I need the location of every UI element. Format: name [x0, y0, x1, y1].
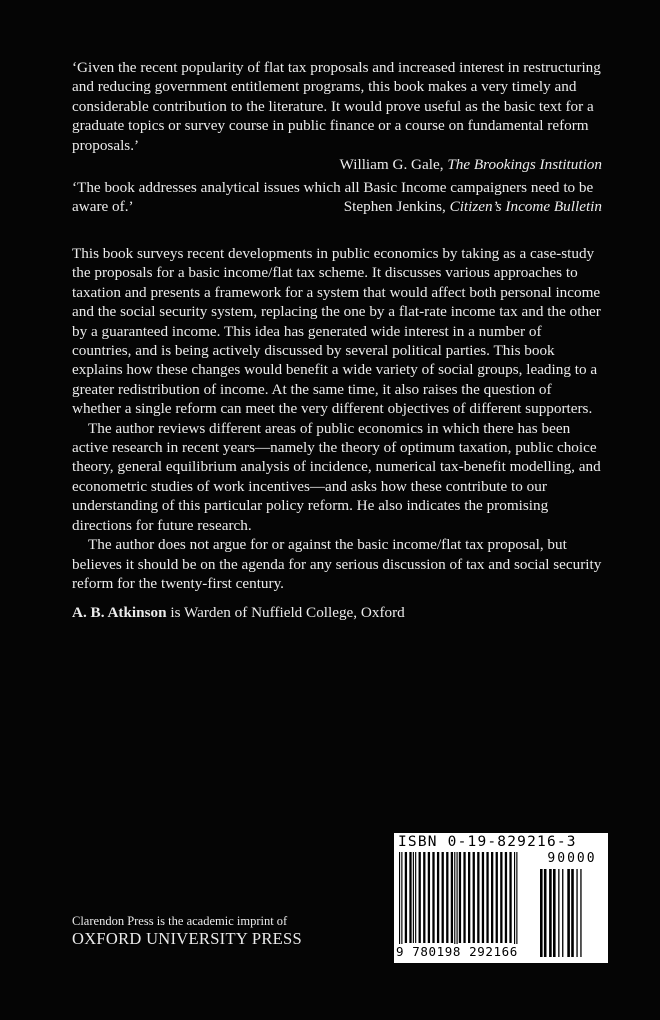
- barcode-bar: [442, 852, 444, 943]
- barcode-bar: [399, 852, 400, 952]
- barcode-bar: [432, 852, 434, 943]
- barcode-bar: [486, 852, 488, 943]
- barcode-bar: [419, 852, 421, 943]
- addon-bar: [567, 869, 570, 957]
- author-name: A. B. Atkinson: [72, 604, 167, 621]
- barcode-bar: [516, 852, 517, 952]
- author-role: is Warden of Nuffield College, Oxford: [166, 604, 405, 621]
- addon-number: 90000: [547, 851, 597, 866]
- barcode-bar: [401, 852, 402, 952]
- book-description: [72, 244, 602, 593]
- isbn-barcode: [394, 833, 608, 963]
- addon-bar: [562, 869, 563, 957]
- quote-text: ‘Given the recent popularity of flat tax proposals and increased interest in restructuring and reducing government entitlement programs, this book makes a very timely and considerable contribution to the literature. It would prove useful as the basic text for a graduate topics or survey course in public finance or a course on fundamental reform proposals.’: [72, 59, 601, 154]
- description-paragraph: The author reviews different areas of public economics in which there has been active research in recent years—namely the theory of optimum taxation, public choice theory, general equilibrium analysis of incidence, numerical tax-benefit modelling, and econometric studies of work incentives—and asks how these contribute to our understanding of this particular policy reform. He also indicates the promising directions for future research.: [72, 419, 601, 534]
- barcode-bar: [405, 852, 407, 943]
- quote-attribution: [72, 155, 602, 174]
- isbn-number: ISBN 0-19-829216-3: [398, 834, 577, 850]
- quote-source: The Brookings Institution: [447, 156, 602, 174]
- barcode-bar: [514, 852, 515, 952]
- barcode-bar: [423, 852, 425, 943]
- barcode-bar: [415, 852, 416, 943]
- addon-bar: [558, 869, 559, 957]
- addon-bar: [580, 869, 581, 957]
- ean-number: 9 780198 292166: [396, 944, 536, 959]
- barcode-bar: [454, 852, 455, 952]
- description-paragraph: The author does not argue for or against the basic income/flat tax proposal, but believes it should be on the agenda for any serious discussion of tax and social security reform for the twenty-first century.: [72, 536, 602, 592]
- barcode-bar: [468, 852, 470, 943]
- quote-jenkins: [72, 178, 602, 217]
- addon-bar: [544, 869, 547, 957]
- barcode-bar: [473, 852, 475, 943]
- barcode-bar: [437, 852, 439, 943]
- barcode-bar: [457, 852, 458, 952]
- quote-author: William G. Gale,: [339, 156, 444, 174]
- addon-bar: [549, 869, 552, 957]
- barcode-bar: [477, 852, 479, 943]
- quote-text: ‘The book addresses analytical issues which all Basic Income campaigners need to be aware of.’: [72, 179, 594, 216]
- barcode-bar: [409, 852, 411, 943]
- quote-source: Citizen’s Income Bulletin: [449, 198, 602, 216]
- quote-attribution: [338, 197, 602, 216]
- barcode-bar: [496, 852, 498, 943]
- barcode-bar: [451, 852, 453, 943]
- addon-bar: [553, 869, 556, 957]
- barcode-bar: [413, 852, 414, 943]
- addon-bar: [571, 869, 574, 957]
- description-paragraph: This book surveys recent developments in public economics by taking as a case-study the proposals for a basic income/flat tax scheme. It discusses various approaches to taxation and presents a framework for a system that would affect both personal income and the social security system, replacing the one by a flat-rate income tax and the other by a guaranteed income. This idea has generated wide interest in a number of countries, and is being actively discussed by several political parties. This book explains how these changes would benefit a wide variety of social groups, leading to a greater redistribution of income. At the same time, it also raises the question of whether a single reform can meet the very different objectives of different supporters.: [72, 245, 601, 418]
- barcode-bar: [463, 852, 465, 943]
- barcode-bar: [446, 852, 448, 943]
- ean-barcode-bars: [398, 852, 536, 956]
- quote-author: Stephen Jenkins,: [343, 198, 446, 216]
- barcode-bar: [428, 852, 430, 943]
- addon-bar: [576, 869, 577, 957]
- barcode-bar: [505, 852, 507, 943]
- addon-barcode-bars: [540, 869, 602, 957]
- addon-bar: [540, 869, 543, 957]
- barcode-bar: [459, 852, 461, 943]
- publisher-imprint: [72, 913, 372, 949]
- author-bio: [72, 603, 602, 622]
- barcode-bar: [482, 852, 484, 943]
- barcode-bar: [500, 852, 502, 943]
- barcode-bar: [491, 852, 493, 943]
- quote-gale: [72, 58, 602, 174]
- barcode-bar: [509, 852, 511, 943]
- imprint-line: Clarendon Press is the academic imprint of: [72, 914, 288, 928]
- publisher-name: OXFORD UNIVERSITY PRESS: [72, 929, 302, 948]
